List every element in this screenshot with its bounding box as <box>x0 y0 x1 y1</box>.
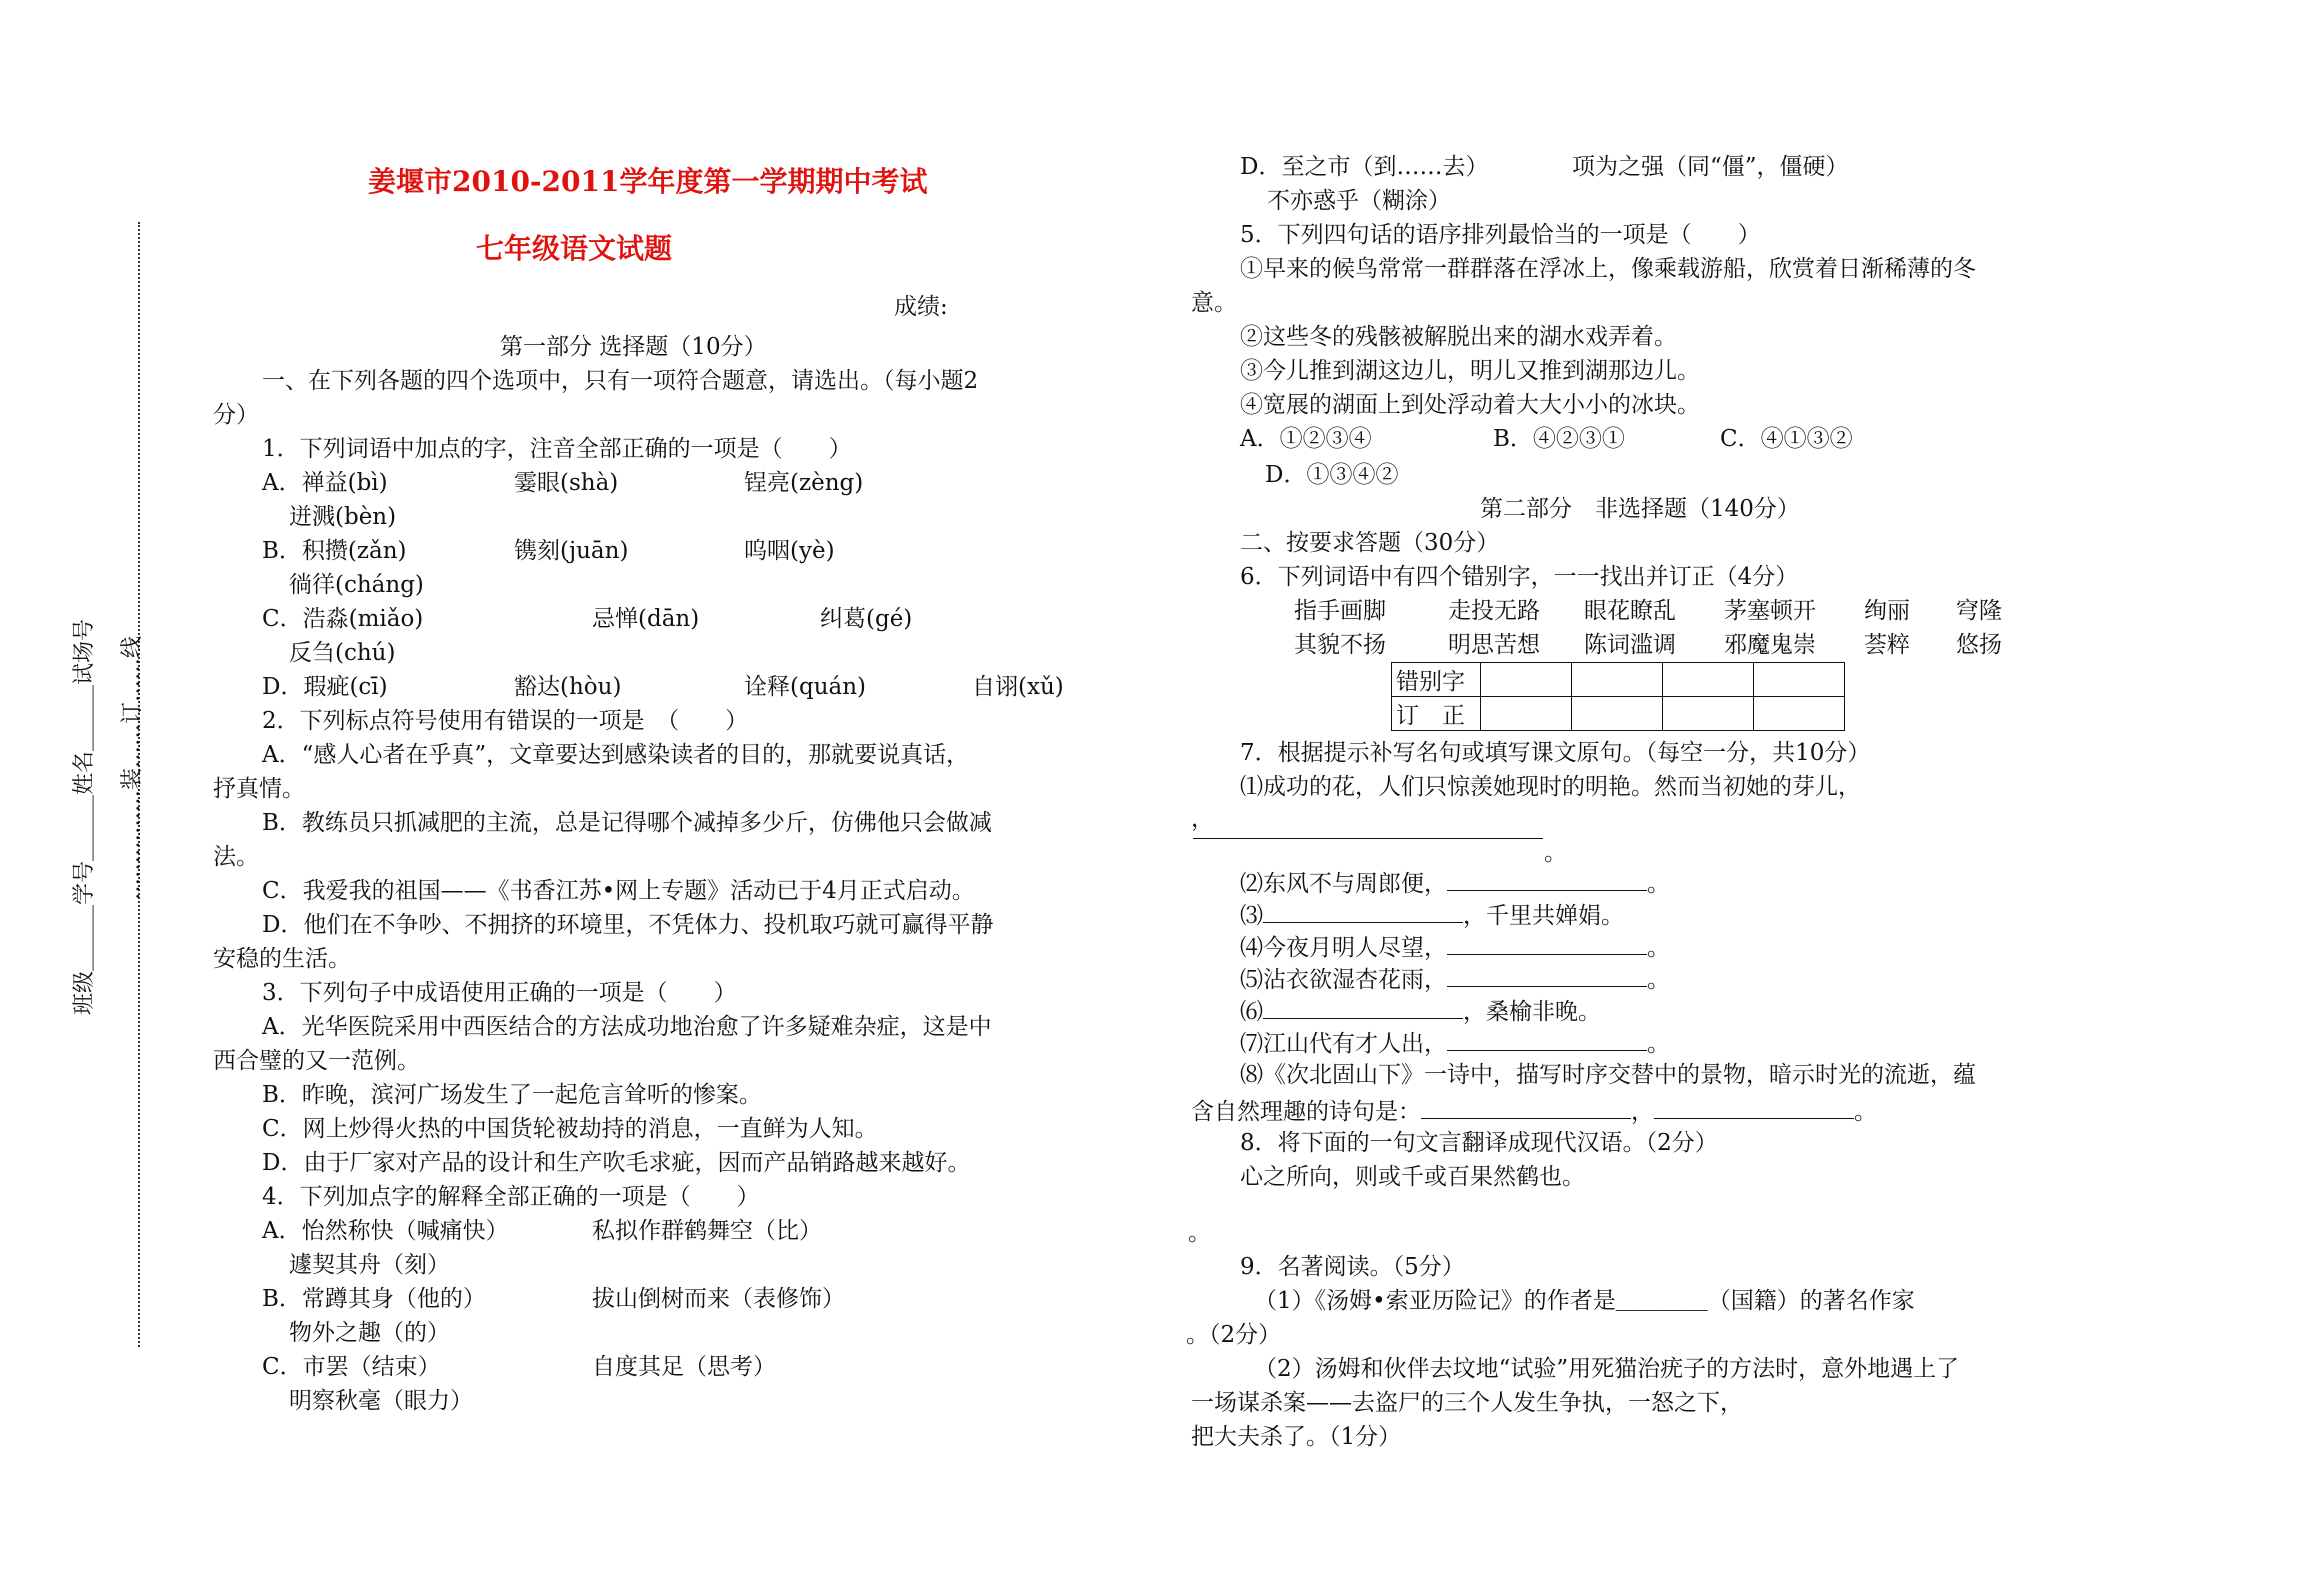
q6-word: 荟粹 <box>1864 632 1910 658</box>
q7-prompt: ⑷今夜月明人尽望， <box>1240 935 1447 961</box>
q4-option-c-cont: 明察秋毫（眼力） <box>289 1388 473 1414</box>
table-cell[interactable] <box>1481 697 1572 731</box>
q2-option-d: D．他们在不争吵、不拥挤的环境里，不凭体力、投机取巧就可赢得平静 <box>262 912 994 938</box>
q6-word: 悠扬 <box>1956 632 2002 658</box>
q7-stem: 7．根据提示补写名句或填写课文原句。（每空一分，共10分） <box>1240 740 1871 766</box>
q5-option-c: C．④①③② <box>1720 426 1853 452</box>
q7-period: 。 <box>1854 1099 1877 1125</box>
q7-blank-4[interactable] <box>1447 934 1647 955</box>
q7-blank-5[interactable] <box>1447 966 1647 987</box>
q1-option-d: 诠释(quán) <box>744 674 867 700</box>
q7-line-1: ⑴成功的花，人们只惊羡她现时的明艳。然而当初她的芽儿， <box>1240 774 1861 800</box>
q9-part-1-cont: 。（2分） <box>1186 1322 1282 1348</box>
q2-option-b: B．教练员只抓减肥的主流，总是记得哪个减掉多少斤，仿佛他只会做减 <box>262 810 992 836</box>
q7-line-5 <box>1240 966 1670 992</box>
binding-student-info: 班级＿＿＿学号＿＿＿姓名＿＿＿试场号 <box>72 618 97 1015</box>
q2-option-b-cont: 法。 <box>213 844 259 870</box>
q7-suffix: ，桑榆非晚。 <box>1463 999 1601 1025</box>
q8-text: 心之所向，则或千或百果然鹤也。 <box>1240 1164 1585 1190</box>
q4-option-b: B．常蹲其身（他的） <box>262 1286 486 1312</box>
q2-option-a: A．“感人心者在乎真”，文章要达到感染读者的目的，那就要说真话， <box>262 742 970 768</box>
q7-line-6 <box>1240 998 1601 1024</box>
q2-option-d-cont: 安稳的生活。 <box>213 946 351 972</box>
q7-line-8: ⑻《次北固山下》一诗中，描写时序交替中的景物，暗示时光的流逝，蕴 <box>1240 1062 1976 1088</box>
q7-period: 。 <box>1647 967 1670 993</box>
q7-line-1-comma: ， <box>1191 806 1214 832</box>
q7-blank-6[interactable] <box>1263 998 1463 1019</box>
q5-sentence-3: ③今儿推到湖这边儿，明儿又推到湖那边儿。 <box>1240 358 1700 384</box>
q1-option-c: 忌惮(dān) <box>592 606 700 632</box>
q4-option-b-cont: 物外之趣（的） <box>289 1320 450 1346</box>
q4-option-d-cont: 不亦惑乎（糊涂） <box>1267 188 1451 214</box>
q1-option-b-cont: 徜徉(cháng) <box>289 572 424 598</box>
q3-option-d: D．由于厂家对产品的设计和生产吹毛求疵，因而产品销路越来越好。 <box>262 1150 971 1176</box>
q1-option-b: B．积攒(zǎn) <box>262 538 407 564</box>
q6-word: 眼花瞭乱 <box>1584 598 1676 624</box>
q4-option-b: 拔山倒树而来（表修饰） <box>592 1286 845 1312</box>
q1-stem: 1．下列词语中加点的字，注音全部正确的一项是（ ） <box>262 436 852 462</box>
q1-option-c-cont: 反刍(chú) <box>289 640 396 666</box>
q5-sentence-1-cont: 意。 <box>1191 290 1237 316</box>
q9-part-2-end: 把大夫杀了。（1分） <box>1191 1424 1402 1450</box>
q5-stem: 5．下列四句话的语序排列最恰当的一项是（ ） <box>1240 222 1761 248</box>
table-cell[interactable] <box>1572 663 1663 697</box>
q7-line-8-cont <box>1191 1098 1877 1124</box>
q5-sentence-1: ①早来的候鸟常常一群群落在浮冰上，像乘载游船，欣赏着日渐稀薄的冬 <box>1240 256 1976 282</box>
table-row-label: 错别字 <box>1392 663 1481 697</box>
q9-stem: 9．名著阅读。（5分） <box>1240 1254 1465 1280</box>
q6-word: 明思苦想 <box>1448 632 1540 658</box>
q9-part-2: （2）汤姆和伙伴去坟地“试验”用死猫治疣子的方法时，意外地遇上了 <box>1254 1356 1960 1382</box>
q1-option-d: 豁达(hòu) <box>514 674 622 700</box>
part2-heading: 第二部分 非选择题（140分） <box>1480 496 1800 522</box>
q6-answer-table <box>1391 662 1845 731</box>
q7-suffix: ，千里共婵娟。 <box>1463 903 1624 929</box>
q7-prompt: ⑸沾衣欲湿杏花雨， <box>1240 967 1447 993</box>
q1-option-a: 锃亮(zèng) <box>744 470 864 496</box>
q7-blank-7[interactable] <box>1447 1030 1647 1051</box>
q4-option-a-cont: 遽契其舟（刻） <box>289 1252 450 1278</box>
q1-option-c: 纠葛(gé) <box>820 606 913 632</box>
exam-subtitle: 七年级语文试题 <box>476 232 673 265</box>
q4-option-d: D．至之市（到……去） <box>1240 154 1489 180</box>
q5-option-b: B．④②③① <box>1493 426 1625 452</box>
q7-prompt: ⑺江山代有才人出， <box>1240 1031 1447 1057</box>
q3-option-a: A．光华医院采用中西医结合的方法成功地治愈了许多疑难杂症，这是中 <box>262 1014 992 1040</box>
q7-line-4 <box>1240 934 1670 960</box>
q1-option-d: D．瑕疵(cī) <box>262 674 388 700</box>
q2-option-a-cont: 抒真情。 <box>213 776 305 802</box>
q7-blank-1[interactable] <box>1193 838 1543 839</box>
q4-option-a: A．怡然称快（喊痛快） <box>262 1218 509 1244</box>
q5-option-d: D．①③④② <box>1265 462 1399 488</box>
part1-heading: 第一部分 选择题（10分） <box>500 334 767 360</box>
q3-option-c: C．网上炒得火热的中国货轮被劫持的消息，一直鲜为人知。 <box>262 1116 878 1142</box>
section1-intro-cont: 分） <box>213 402 259 428</box>
score-label: 成绩: <box>894 294 948 320</box>
q7-blank-3[interactable] <box>1263 902 1463 923</box>
q2-stem: 2．下列标点符号使用有错误的一项是 （ ） <box>262 708 749 734</box>
q1-option-b: 呜咽(yè) <box>744 538 835 564</box>
q6-word: 陈词滥调 <box>1584 632 1676 658</box>
q6-stem: 6．下列词语中有四个错别字，一一找出并订正（4分） <box>1240 564 1799 590</box>
q7-line-2 <box>1240 870 1670 896</box>
q7-blank-9[interactable] <box>1654 1098 1854 1119</box>
q1-option-a-cont: 迸溅(bèn) <box>289 504 397 530</box>
q6-word: 茅塞顿开 <box>1724 598 1816 624</box>
q7-prompt: 含自然理趣的诗句是： <box>1191 1099 1421 1125</box>
q3-option-b: B．昨晚，滨河广场发生了一起危言耸听的惨案。 <box>262 1082 762 1108</box>
q4-option-a: 私拟作群鹤舞空（比） <box>592 1218 822 1244</box>
table-cell[interactable] <box>1663 663 1754 697</box>
q9-part-2-cont: 一场谋杀案——去盗尸的三个人发生争执，一怒之下， <box>1191 1390 1743 1416</box>
q4-option-c: C．市罢（结束） <box>262 1354 441 1380</box>
q1-option-b: 镌刻(juān) <box>514 538 629 564</box>
q6-word: 邪魔鬼崇 <box>1724 632 1816 658</box>
table-cell[interactable] <box>1663 697 1754 731</box>
q6-word: 指手画脚 <box>1294 598 1386 624</box>
exam-title: 姜堰市2010-2011学年度第一学期期中考试 <box>368 165 928 198</box>
q5-sentence-2: ②这些冬的残骸被解脱出来的湖水戏弄着。 <box>1240 324 1677 350</box>
section1-intro: 一、在下列各题的四个选项中，只有一项符合题意，请选出。（每小题2 <box>262 368 979 394</box>
q3-stem: 3．下列句子中成语使用正确的一项是（ ） <box>262 980 737 1006</box>
q7-period: 。 <box>1647 1031 1670 1057</box>
q2-option-c: C．我爱我的祖国——《书香江苏•网上专题》活动已于4月正式启动。 <box>262 878 975 904</box>
q4-option-d: 项为之强（同“僵”，僵硬） <box>1572 154 1849 180</box>
q7-blank-2[interactable] <box>1447 870 1647 891</box>
q7-prompt: ⑵东风不与周郎便， <box>1240 871 1447 897</box>
table-cell[interactable] <box>1754 663 1845 697</box>
table-cell[interactable] <box>1754 697 1845 731</box>
q7-line-3 <box>1240 902 1624 928</box>
q4-stem: 4．下列加点字的解释全部正确的一项是（ ） <box>262 1184 760 1210</box>
q7-prompt: ⑹ <box>1240 999 1263 1025</box>
q7-prompt: ⑶ <box>1240 903 1263 929</box>
table-cell[interactable] <box>1572 697 1663 731</box>
q1-option-d: 自诩(xǔ) <box>972 674 1064 700</box>
q1-option-a: A．禅益(bì) <box>262 470 388 496</box>
q7-blank-8[interactable] <box>1421 1098 1631 1119</box>
binding-cut-line-label: ……………装……订……线 <box>120 635 145 900</box>
q9-part-1: （1）《汤姆•索亚历险记》的作者是＿＿＿＿（国籍）的著名作家 <box>1254 1288 1915 1314</box>
q7-line-7 <box>1240 1030 1670 1056</box>
q7-line-1-period: 。 <box>1544 840 1567 866</box>
q6-word: 走投无路 <box>1448 598 1540 624</box>
table-cell[interactable] <box>1481 663 1572 697</box>
q5-option-a: A．①②③④ <box>1240 426 1372 452</box>
q8-stem: 8．将下面的一句文言翻译成现代汉语。（2分） <box>1240 1130 1718 1156</box>
section2-heading: 二、按要求答题（30分） <box>1240 530 1500 556</box>
q1-option-c: C．浩淼(miǎo) <box>262 606 424 632</box>
q6-word: 其貌不扬 <box>1294 632 1386 658</box>
q4-option-c: 自度其足（思考） <box>592 1354 776 1380</box>
q5-sentence-4: ④宽展的湖面上到处浮动着大大小小的冰块。 <box>1240 392 1700 418</box>
q7-period: 。 <box>1647 871 1670 897</box>
q6-word: 穹隆 <box>1956 598 2002 624</box>
q6-word: 绚丽 <box>1864 598 1910 624</box>
q7-comma: ， <box>1631 1099 1654 1125</box>
table-row-label: 订 正 <box>1392 697 1481 731</box>
q8-answer-end: 。 <box>1188 1220 1211 1246</box>
q7-period: 。 <box>1647 935 1670 961</box>
q3-option-a-cont: 西合璧的又一范例。 <box>213 1048 420 1074</box>
q1-option-a: 霎眼(shà) <box>514 470 619 496</box>
